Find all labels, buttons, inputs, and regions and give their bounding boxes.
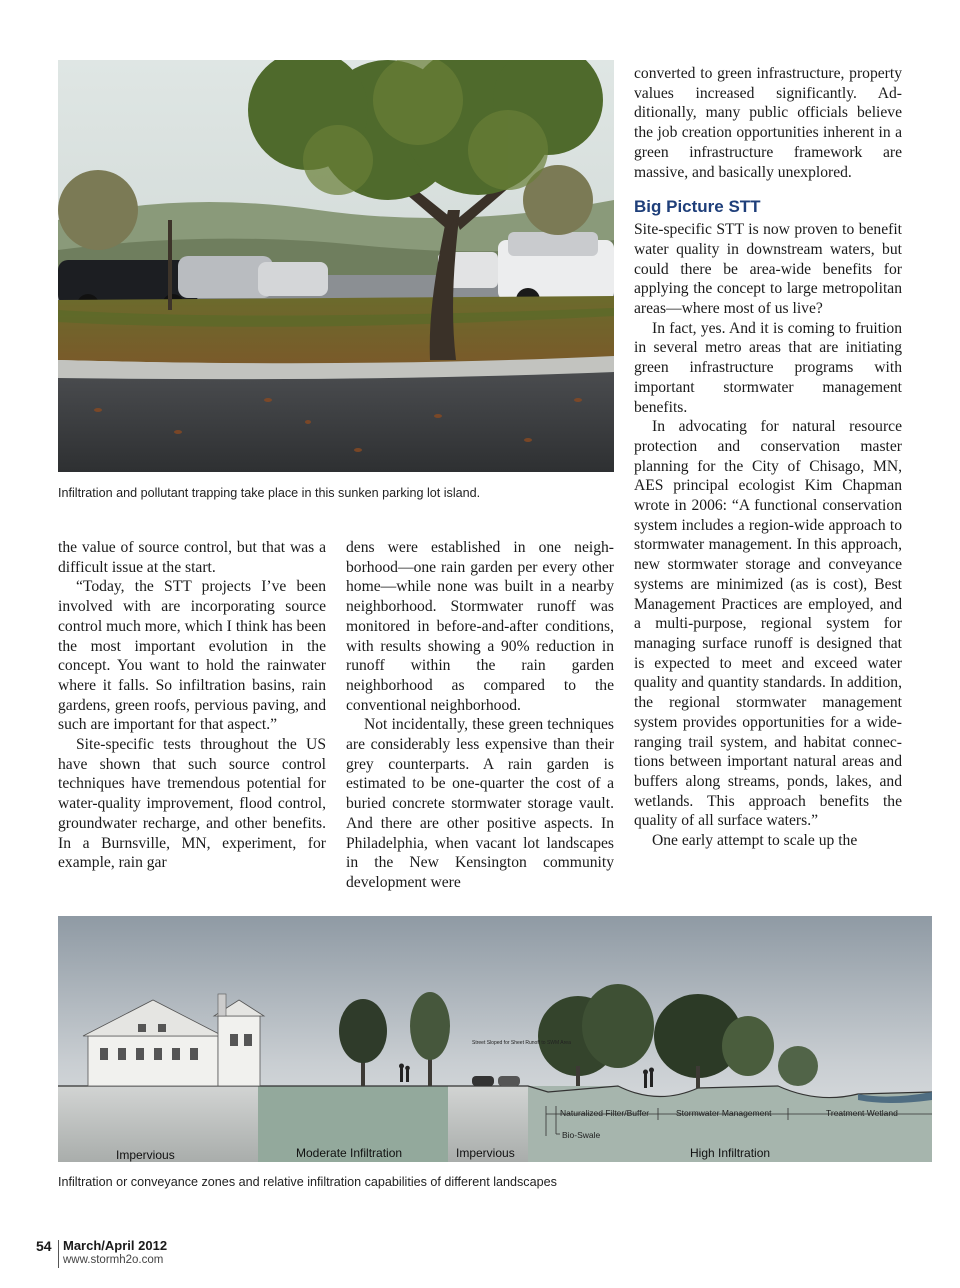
paragraph: Site-specific tests throughout the US have shown that such source control techniques have tremendous potential for water-quality improvement, flood control, groundwater recharge, and other benefits. In a Burnsville, MN, experiment, for example, rain gar	[58, 736, 326, 872]
paragraph: One early attempt to scale up the	[652, 832, 858, 850]
text-column-2	[346, 538, 614, 893]
page-number: 54	[36, 1238, 52, 1254]
bio-swale-label: Bio-Swale	[562, 1130, 601, 1140]
text-column-3	[634, 64, 902, 851]
zone-label-impervious-2: Impervious	[456, 1146, 515, 1160]
text-column-1	[58, 538, 326, 873]
zone-label-high: High Infiltration	[690, 1146, 771, 1160]
street-label-text: Street Sloped for Sheet Runoff to SWM Area	[472, 1040, 571, 1046]
paragraph: converted to green infrastructure, property values increased significantly. Additionally, many public officials believe the job creation opportunities inherent in a green infrastructure framework are massive, and basically unexplored.	[634, 65, 902, 181]
footer-divider	[58, 1240, 59, 1268]
street-label	[472, 1040, 571, 1046]
paragraph: Not incidentally, these green techniques are considerably less expensive than their grey counterparts. A rain garden is estimated to be one-quarter the cost of a buried concrete stormwater storage vault. And there are other positive aspects. In Philadelphia, when vacant lot landscapes in the New Kensington community development were	[346, 716, 614, 891]
paragraph: In advocating for natural resource protection and conservation master planning for the City of Chisago, MN, AES principal ecologist Kim Chapman wrote in 2006: “A functional conservation system includes a region-wide approach to stormwater management. In this approach, new stormwater storage and conveyance systems are minimized (as is cost), Best Management Practices are employed, and a multi-purpose, regional system for managing surface runoff is designed that is expected to meet and exceed water quality and quantity standards. In addition, the regional stormwater management system provides opportunities for a wide-ranging trail system, and habitat connections between important natural areas and buffers along streams, ponds, lakes, and wetlands. This approach benefits the quality of all surface waters.”	[634, 418, 902, 830]
paragraph: Site-specific STT is now proven to benefit water quality in downstream waters, but could there be area-wide benefits for applying the concept to large metropolitan areas—where most of us live?	[634, 221, 902, 318]
paragraph: “Today, the STT projects I’ve been involved with are incorporating source control much more, which I think has been the most important evolution in the concept. You want to hold the rainwater where it falls. So infiltration basins, rain gardens, green roofs, pervious paving, and such are important for that aspect.”	[58, 578, 326, 734]
filter-buffer-label: Naturalized Filter/Buffer	[560, 1108, 650, 1118]
photo-caption: Infiltration and pollutant trapping take place in this sunken parking lot island.	[58, 486, 481, 500]
paragraph: In fact, yes. And it is coming to fruition in several metro areas that are initiating green infrastructure programs with important stormwater management benefits.	[634, 319, 902, 416]
infiltration-zones-diagram	[58, 916, 932, 1162]
issue-date: March/April 2012	[63, 1238, 168, 1253]
zone-label-moderate: Moderate Infiltration	[296, 1146, 403, 1160]
treatment-wetland-label: Treatment Wetland	[826, 1108, 898, 1118]
paragraph: dens were established in one neighborhood—one rain garden per every other home—while none was built in a nearby neighborhood. Stormwater runoff was monitored in before-and-after conditions, with results showing a 90% reduction in runoff within the rain garden neighborhood as compared to the conventional neighborhood.	[346, 539, 614, 714]
section-heading: Big Picture STT	[634, 197, 761, 217]
zone-label-impervious-1: Impervious	[116, 1148, 175, 1162]
paragraph: the value of source control, but that was a difficult issue at the start.	[58, 539, 326, 576]
website-link[interactable]: www.stormh2o.com	[63, 1254, 164, 1266]
parking-lot-photo	[58, 60, 614, 472]
stormwater-management-label: Stormwater Management	[676, 1108, 772, 1118]
diagram-caption: Infiltration or conveyance zones and relative infiltration capabilities of different landscapes	[58, 1175, 557, 1189]
